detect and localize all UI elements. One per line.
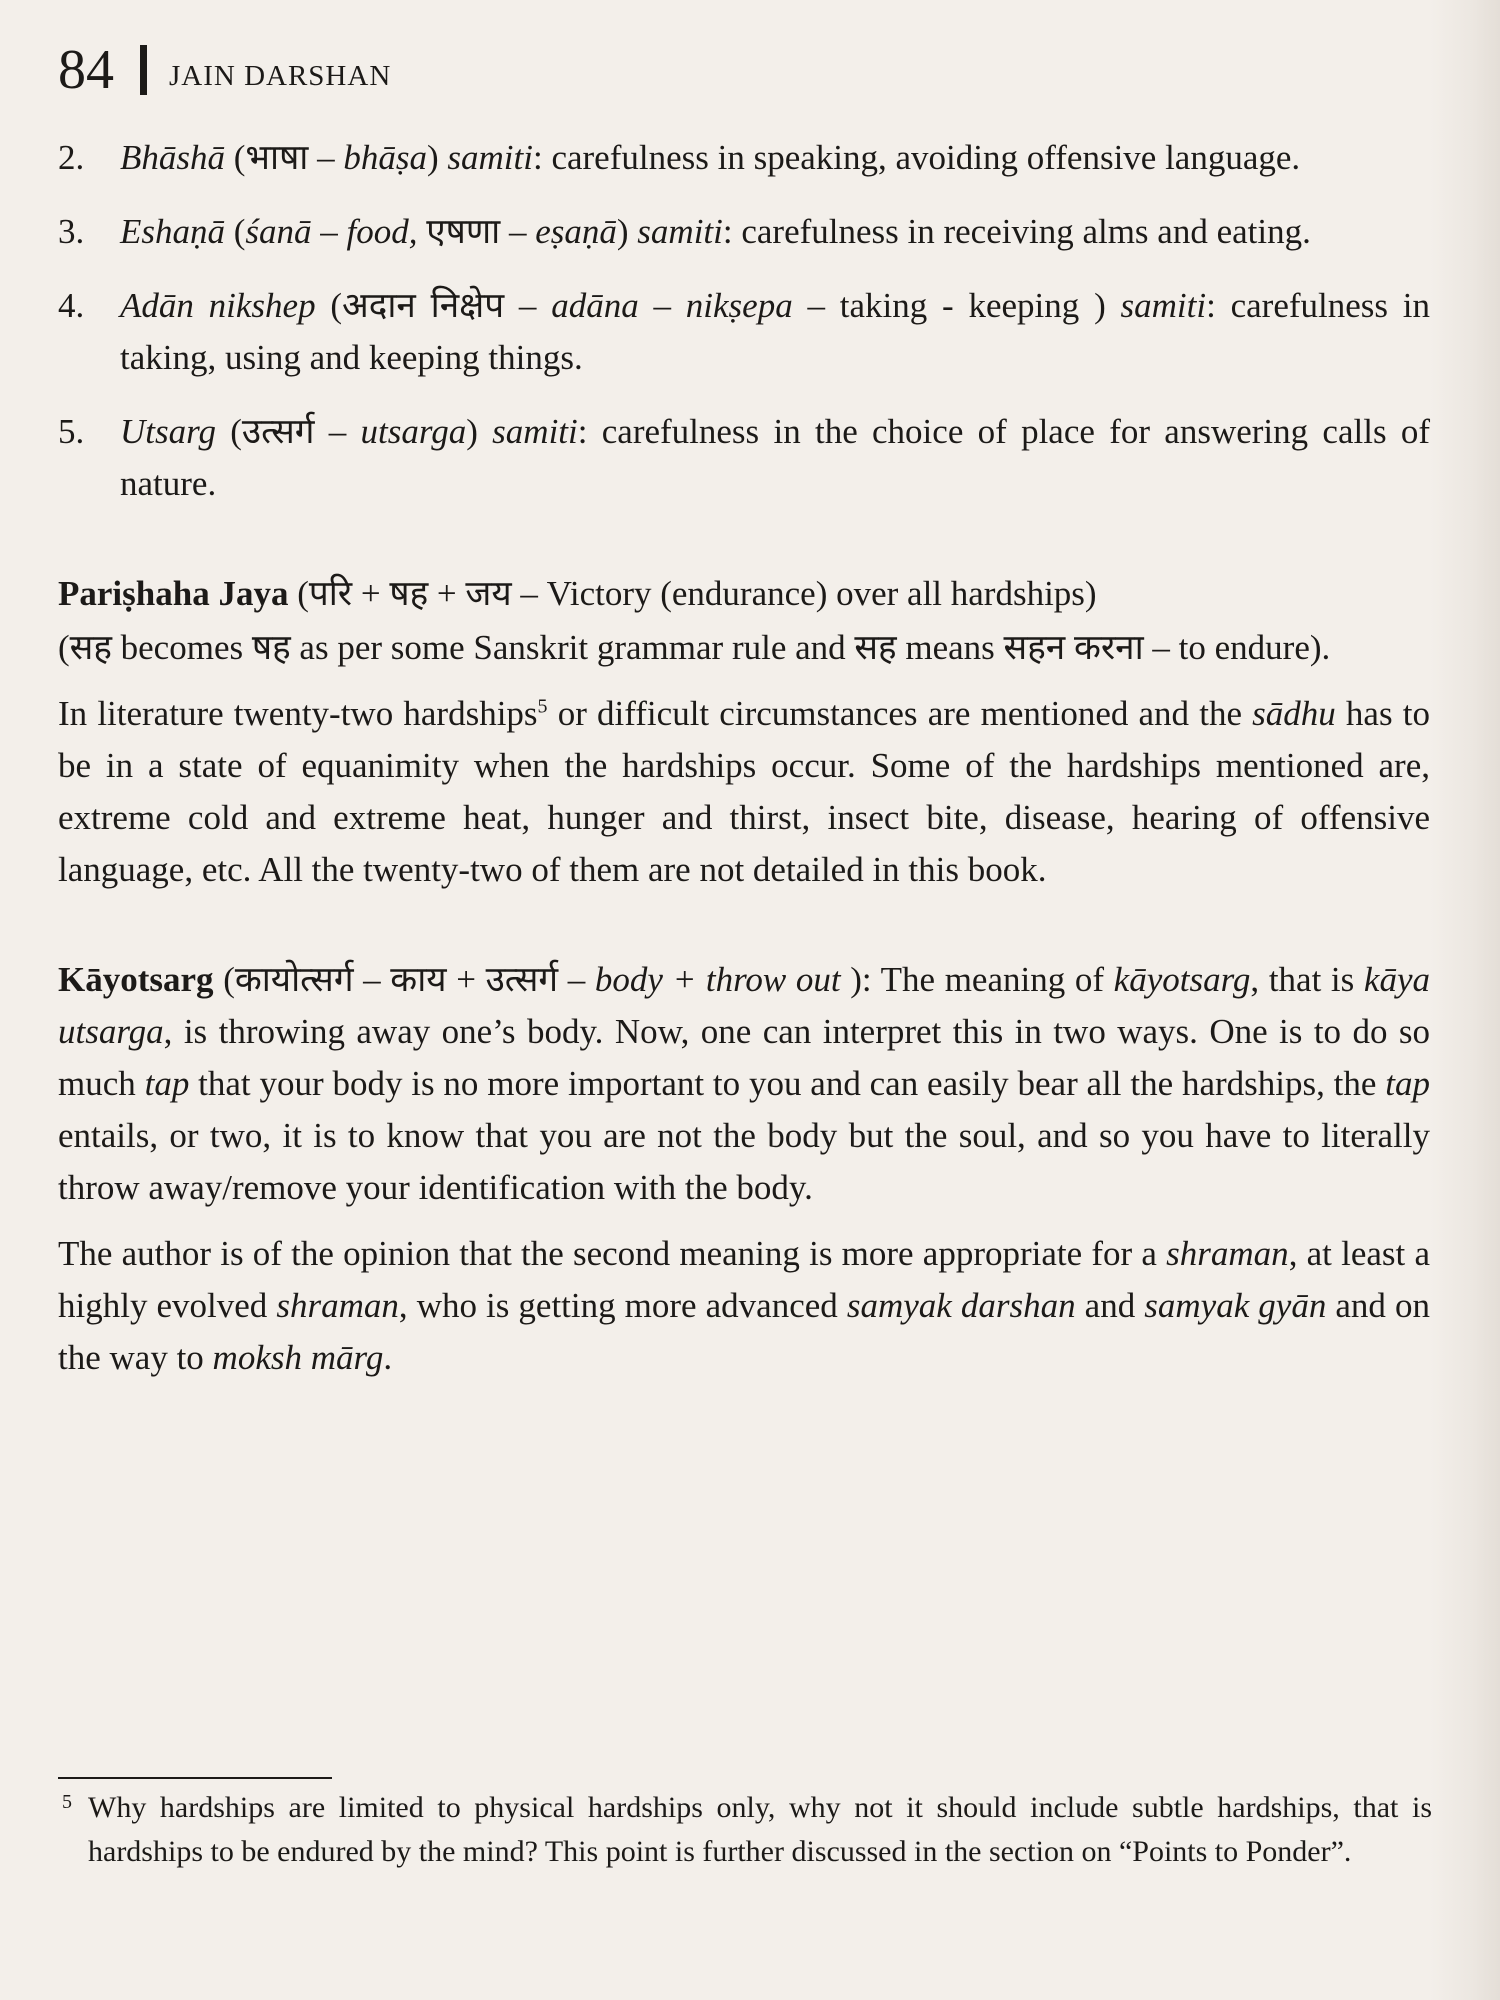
- footnote: [62, 1786, 1432, 1874]
- text: , who is getting more advanced: [398, 1286, 847, 1325]
- text: , is throwing away one’s body. Now, one can interpret this in two ways. One is to do so much: [58, 1012, 1430, 1103]
- description: : carefulness in receiving alms and eating.: [722, 212, 1311, 251]
- italic-term: samyak gyān: [1144, 1286, 1327, 1325]
- punct: –: [500, 212, 536, 251]
- section-heading: Kāyotsarg: [58, 960, 214, 999]
- kayotsarg-paragraph: [58, 954, 1430, 1214]
- term: Bhāshā: [120, 138, 225, 177]
- text: .: [383, 1338, 393, 1377]
- samiti-list-item: [58, 206, 1430, 258]
- page-number: 84: [58, 39, 114, 101]
- punct: ): [616, 212, 638, 251]
- italic-term: tap: [144, 1064, 190, 1103]
- text: or difficult circumstances are mentioned and the: [547, 694, 1253, 733]
- samiti-list-item: [58, 280, 1430, 384]
- list-number: 4.: [58, 286, 85, 325]
- italic-term: samyak darshan: [846, 1286, 1076, 1325]
- text: , at least a highly evolved: [58, 1234, 1431, 1325]
- italic-gloss: body + throw out: [594, 960, 841, 999]
- text: that your body is no more important to you and can easily bear all the hardships, the: [189, 1064, 1386, 1103]
- footnote-divider: [58, 1777, 332, 1779]
- punct: (: [225, 138, 246, 177]
- transliteration: eṣaṇā: [535, 212, 617, 251]
- punct: (: [215, 412, 242, 451]
- author-opinion-paragraph: [58, 1228, 1430, 1384]
- italic-term: kāyotsarg: [1113, 960, 1251, 999]
- punct: ): [466, 412, 493, 451]
- list-number: 2.: [58, 138, 85, 177]
- term: Eshaṇā: [120, 212, 225, 251]
- text: and: [1075, 1286, 1145, 1325]
- devanagari-term: भाषा: [245, 138, 309, 177]
- footnote-text: Why hardships are limited to physical hardships only, why not it should include subtle hardships, that is hardships to be endured by the mind? This point is further discussed in the section on “Points to Ponder”.: [88, 1791, 1432, 1868]
- page-header: [58, 40, 391, 100]
- page-body: [58, 132, 1430, 1384]
- samiti-list-item: [58, 406, 1430, 510]
- parishaha-note: (सह becomes षह as per some Sanskrit grammar rule and सह means सहन करना – to endure).: [58, 628, 1331, 667]
- text: (कायोत्सर्ग – काय + उत्सर्ग –: [213, 960, 595, 999]
- punct: (: [315, 286, 343, 325]
- running-title: JAIN DARSHAN: [169, 59, 392, 92]
- footnote-marker: 5: [62, 1791, 72, 1813]
- gloss: śanā – food,: [245, 212, 427, 251]
- italic-term: sādhu: [1252, 694, 1336, 733]
- definition: (परि + षह + जय – Victory (endurance) over all hardships): [288, 574, 1097, 613]
- list-number: 3.: [58, 212, 85, 251]
- text: and on the way to: [58, 1286, 1430, 1377]
- samiti-word: samiti: [1120, 286, 1207, 325]
- transliteration: utsarga: [360, 412, 467, 451]
- footnote-reference: 5: [537, 695, 548, 718]
- punct: ): [427, 138, 448, 177]
- devanagari-term: एषणा: [426, 212, 501, 251]
- punct: –: [504, 286, 552, 325]
- italic-term: shraman: [1166, 1234, 1289, 1273]
- text: entails, or two, it is to know that you are not the body but the soul, and so you have to literally throw away/remove your identification with the body.: [58, 1116, 1430, 1207]
- italic-term: shraman: [276, 1286, 399, 1325]
- italic-term: moksh mārg: [212, 1338, 384, 1377]
- header-divider: [140, 45, 147, 95]
- italic-term: kāya utsarga: [58, 960, 1430, 1051]
- description: : carefulness in speaking, avoiding offensive language.: [532, 138, 1301, 177]
- punct: –: [308, 138, 344, 177]
- parishaha-paragraph: [58, 688, 1430, 896]
- list-number: 5.: [58, 412, 85, 451]
- samiti-list-item: [58, 132, 1430, 184]
- devanagari-term: अदान निक्षेप: [342, 286, 505, 325]
- punct: –: [314, 412, 361, 451]
- punct: (: [225, 212, 246, 251]
- samiti-word: samiti: [492, 412, 578, 451]
- samiti-word: samiti: [447, 138, 533, 177]
- text: ): The meaning of: [840, 960, 1114, 999]
- samiti-word: samiti: [637, 212, 723, 251]
- page-edge-shadow: [1430, 0, 1500, 2000]
- transliteration: bhāṣa: [343, 138, 427, 177]
- text: has to be in a state of equanimity when the hardships occur. Some of the hardships mentioned are, extreme cold and extreme heat, hunger and thirst, insect bite, disease, hearing of offensive language, etc. All the twenty-two of them are not detailed in this book.: [58, 694, 1430, 889]
- term: Adān nikshep: [120, 286, 316, 325]
- parishaha-definition: [58, 568, 1430, 620]
- devanagari-term: उत्सर्ग: [241, 412, 315, 451]
- description: : carefulness in the choice of place for answering calls of nature.: [120, 412, 1431, 503]
- text: , that is: [1250, 960, 1364, 999]
- text: The author is of the opinion that the second meaning is more appropriate for a: [58, 1234, 1167, 1273]
- punct: – taking - keeping ): [792, 286, 1121, 325]
- section-heading: Pariṣhaha Jaya: [58, 574, 289, 613]
- italic-term: tap: [1385, 1064, 1430, 1103]
- transliteration: adāna – nikṣepa: [551, 286, 793, 325]
- text: In literature twenty-two hardships: [58, 694, 538, 733]
- description: : carefulness in taking, using and keeping things.: [120, 286, 1431, 377]
- term: Utsarg: [120, 412, 216, 451]
